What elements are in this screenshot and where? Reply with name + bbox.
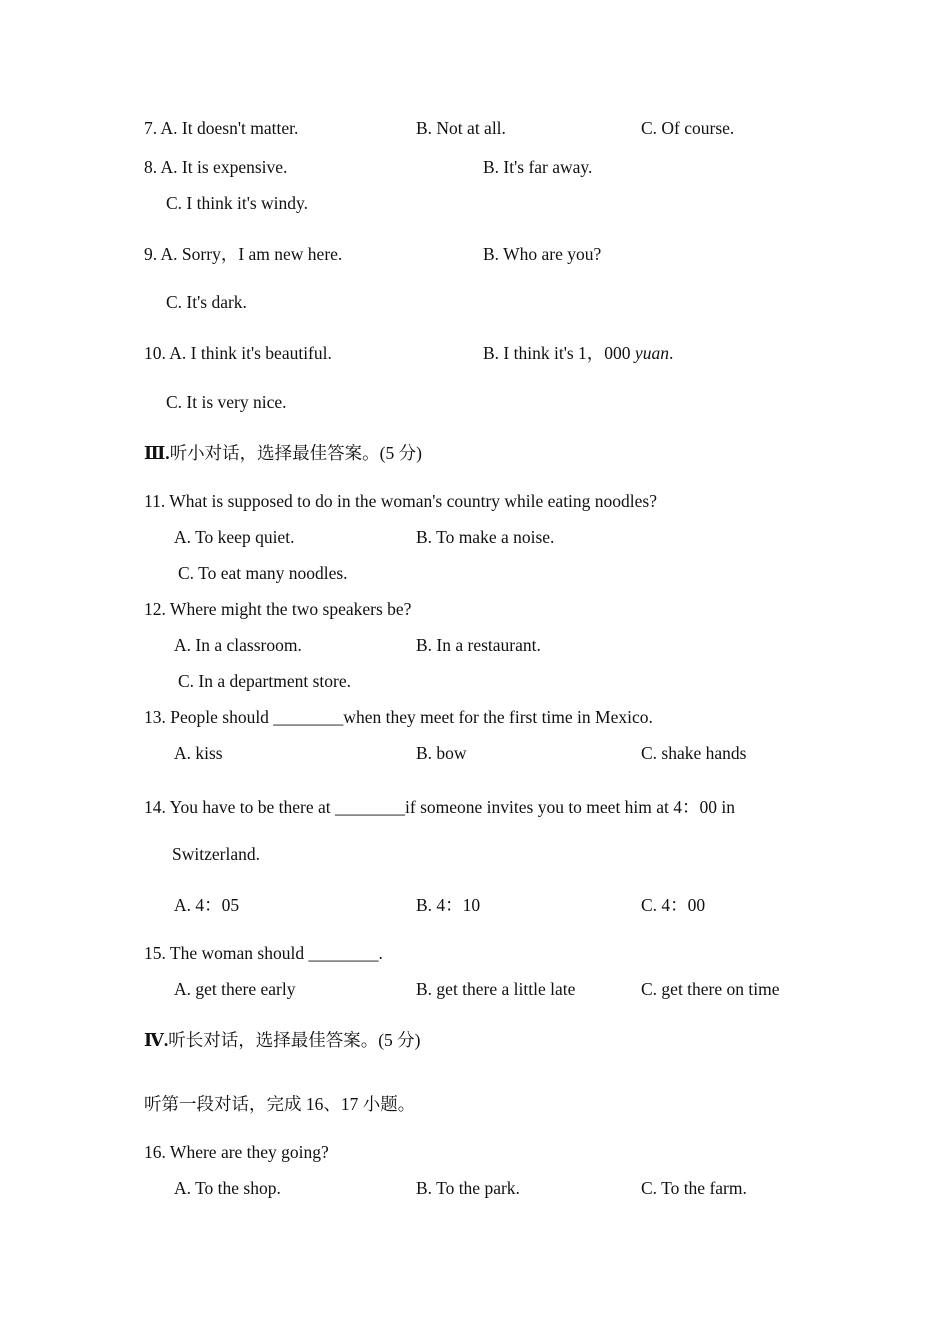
q11-option-a: A. To keep quiet. (174, 527, 295, 547)
section-3-heading (144, 442, 422, 464)
q10-option-b-period: . (668, 343, 674, 363)
q13-option-a: A. kiss (174, 743, 223, 763)
q10-row (144, 342, 332, 364)
q12-option-a: A. In a classroom. (174, 635, 302, 655)
q7-option-b: B. Not at all. (416, 118, 506, 138)
section-3-title: 听小对话，选择最佳答案。(5 分) (169, 443, 422, 463)
q14-option-a: A. 4：05 (174, 895, 240, 915)
q9-row (144, 243, 342, 265)
q10-option-b-text: B. I think it's 1，000 (483, 343, 635, 363)
q14-stem-continued: Switzerland. (172, 844, 260, 864)
section-4-heading (144, 1029, 421, 1051)
q16-stem: 16. Where are they going? (144, 1142, 329, 1162)
q11-option-c: C. To eat many noodles. (178, 563, 348, 583)
q16-option-b: B. To the park. (416, 1178, 520, 1198)
q16-option-c: C. To the farm. (641, 1178, 747, 1198)
q14-option-c: C. 4：00 (641, 895, 706, 915)
q15-option-b: B. get there a little late (416, 979, 576, 999)
q10-option-b (483, 342, 673, 364)
q11-stem: 11. What is supposed to do in the woman's country while eating noodles? (144, 491, 658, 511)
q12-option-c: C. In a department store. (178, 671, 352, 691)
section-3-numeral: Ⅲ. (144, 443, 170, 463)
q7-row (144, 117, 298, 139)
q15-option-a: A. get there early (174, 979, 296, 999)
q10-option-a: A. I think it's beautiful. (169, 343, 332, 363)
q10-number: 10. (144, 343, 166, 363)
q9-option-b: B. Who are you? (483, 244, 602, 264)
q9-option-a: A. Sorry，I am new here. (160, 244, 343, 264)
q13-option-c: C. shake hands (641, 743, 747, 763)
section-4-numeral: Ⅳ. (144, 1030, 169, 1050)
q9-number: 9. (144, 244, 158, 264)
q14-option-b: B. 4：10 (416, 895, 481, 915)
q8-number: 8. (144, 157, 158, 177)
q8-option-b: B. It's far away. (483, 157, 593, 177)
q11-option-b: B. To make a noise. (416, 527, 555, 547)
q10-option-c: C. It is very nice. (166, 392, 287, 412)
q10-option-b-currency: yuan (634, 343, 669, 363)
q12-option-b: B. In a restaurant. (416, 635, 541, 655)
q7-option-a: A. It doesn't matter. (160, 118, 299, 138)
q8-option-a: A. It is expensive. (160, 157, 288, 177)
section-4-title: 听长对话，选择最佳答案。(5 分) (168, 1030, 421, 1050)
q9-option-c: C. It's dark. (166, 292, 247, 312)
q15-stem: 15. The woman should ________. (144, 943, 383, 963)
q7-option-c: C. Of course. (641, 118, 735, 138)
dialogue-instruction: 听第一段对话，完成 16、17 小题。 (144, 1094, 416, 1114)
q7-number: 7. (144, 118, 158, 138)
q8-option-c: C. I think it's windy. (166, 193, 309, 213)
q13-stem: 13. People should ________when they meet for the first time in Mexico. (144, 707, 653, 727)
q14-stem: 14. You have to be there at ________if someone invites you to meet him at 4：00 in (144, 797, 736, 817)
q16-option-a: A. To the shop. (174, 1178, 281, 1198)
q8-row (144, 156, 287, 178)
q12-stem: 12. Where might the two speakers be? (144, 599, 412, 619)
q15-option-c: C. get there on time (641, 979, 780, 999)
q13-option-b: B. bow (416, 743, 467, 763)
